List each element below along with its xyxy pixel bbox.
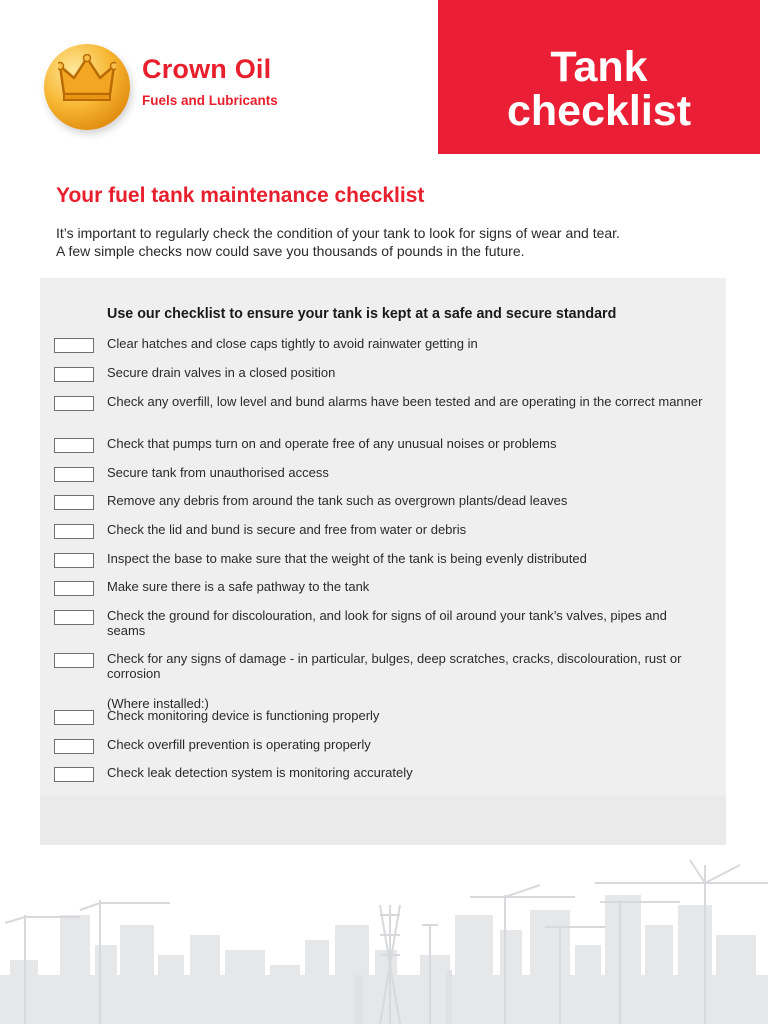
checklist-item-label: Check the lid and bund is secure and free from water or debris: [107, 522, 467, 537]
checkbox[interactable]: [54, 524, 94, 539]
checkbox[interactable]: [54, 653, 94, 668]
checkbox[interactable]: [54, 739, 94, 754]
crown-oil-logo: [40, 40, 330, 132]
checkbox[interactable]: [54, 767, 94, 782]
checklist-item-label: Check that pumps turn on and operate free of any unusual noises or problems: [107, 436, 557, 451]
checkbox[interactable]: [54, 553, 94, 568]
checklist-item-label: Secure drain valves in a closed position: [107, 365, 336, 380]
checklist-item-label: Check monitoring device is functioning properly: [107, 708, 380, 723]
brand-name: Crown Oil: [142, 54, 272, 84]
title-line-1: Tank: [550, 43, 648, 91]
intro-line-1: It’s important to regularly check the condition of your tank to look for signs of wear and tear.: [56, 225, 620, 241]
checklist-item-label: Make sure there is a safe pathway to the tank: [107, 579, 370, 594]
checkbox[interactable]: [54, 581, 94, 596]
crown-icon: [44, 44, 130, 130]
section-heading: Your fuel tank maintenance checklist: [56, 184, 425, 207]
checklist-item-label: Check the ground for discolouration, and look for signs of oil around your tank’s valves, pipes and seams: [107, 608, 667, 638]
checklist-item-label: Inspect the base to make sure that the weight of the tank is being evenly distributed: [107, 551, 587, 566]
checkbox[interactable]: [54, 338, 94, 353]
where-installed-note: (Where installed:): [107, 696, 209, 711]
checklist-title: Use our checklist to ensure your tank is kept at a safe and secure standard: [107, 306, 617, 322]
brand-tagline: Fuels and Lubricants: [142, 93, 278, 108]
checkbox[interactable]: [54, 467, 94, 482]
checkbox[interactable]: [54, 367, 94, 382]
checklist-item-label: Check leak detection system is monitoring accurately: [107, 765, 413, 780]
title-banner: [438, 0, 760, 154]
checklist-item-label: Clear hatches and close caps tightly to avoid rainwater getting in: [107, 336, 478, 351]
checkbox[interactable]: [54, 610, 94, 625]
checkbox[interactable]: [54, 710, 94, 725]
title-line-2: checklist: [506, 87, 692, 135]
checklist-item-label: Check for any signs of damage - in particular, bulges, deep scratches, cracks, discolouration, rust or corrosion: [107, 651, 682, 681]
intro-line-2: A few simple checks now could save you thousands of pounds in the future.: [56, 243, 525, 259]
checklist-item-label: Remove any debris from around the tank such as overgrown plants/dead leaves: [107, 493, 568, 508]
intro-paragraph: [56, 224, 716, 260]
checklist-item-label: Secure tank from unauthorised access: [107, 465, 329, 480]
city-skyline-illustration: [0, 855, 768, 1024]
checkbox[interactable]: [54, 495, 94, 510]
checkbox[interactable]: [54, 438, 94, 453]
checklist-item-label: Check overfill prevention is operating properly: [107, 737, 371, 752]
checkbox[interactable]: [54, 396, 94, 411]
checklist-panel-footer: [40, 796, 726, 845]
checklist-item-label: Check any overfill, low level and bund alarms have been tested and are operating in the correct manner: [107, 394, 703, 409]
